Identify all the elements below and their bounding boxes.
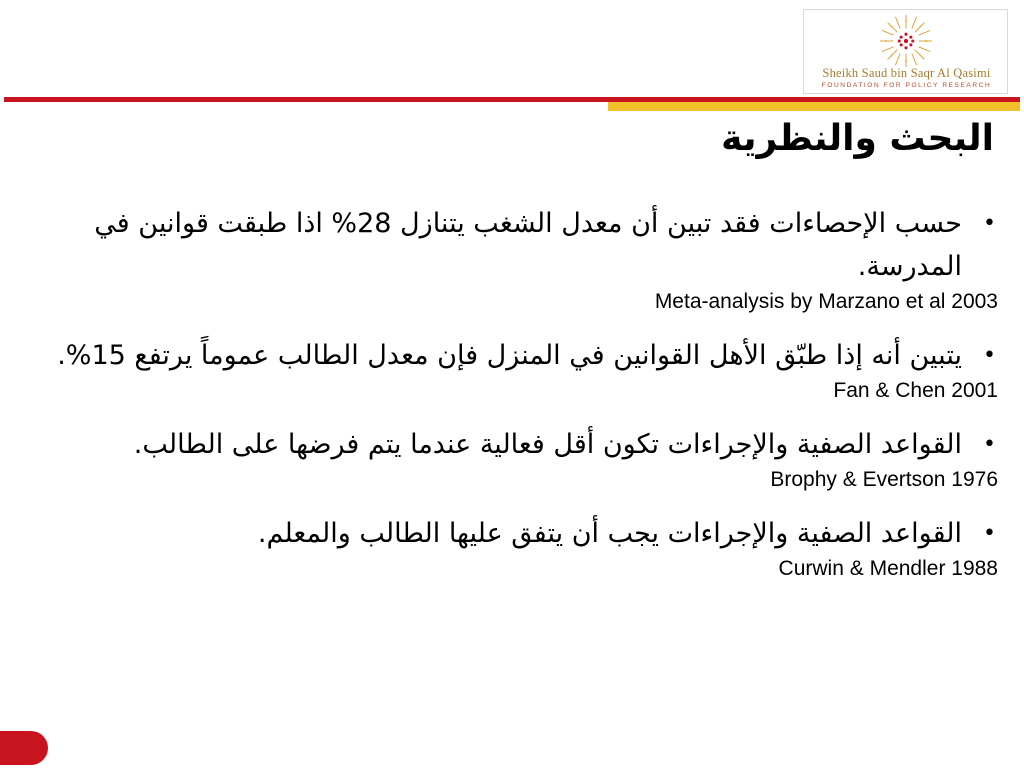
bullet-text: حسب الإحصاءات فقد تبين أن معدل الشغب يتنازل 28% اذا طبقت قوانين في المدرسة. bbox=[94, 208, 962, 282]
bullet-icon: • bbox=[983, 432, 996, 457]
corner-tab-icon bbox=[0, 731, 48, 765]
foundation-logo bbox=[803, 9, 1008, 94]
bullet-icon: • bbox=[983, 343, 996, 368]
bullet-item bbox=[38, 423, 998, 466]
bullet-icon: • bbox=[983, 521, 996, 546]
header-rule-gold bbox=[608, 102, 1020, 111]
citation: Fan & Chen 2001 bbox=[833, 379, 998, 402]
logo-name: Sheikh Saud bin Saqr Al Qasimi bbox=[822, 66, 991, 80]
sunburst-logo-icon bbox=[877, 12, 935, 70]
bullet-icon: • bbox=[983, 211, 996, 236]
citation: Brophy & Evertson 1976 bbox=[770, 468, 998, 491]
bullet-item bbox=[38, 512, 998, 555]
bullet-text: القواعد الصفية والإجراءات يجب أن يتفق عليها الطالب والمعلم. bbox=[257, 518, 962, 549]
logo-subtitle: FOUNDATION FOR POLICY RESEARCH bbox=[821, 82, 992, 89]
bullet-list bbox=[38, 202, 998, 601]
citation: Curwin & Mendler 1988 bbox=[778, 557, 998, 580]
slide-title: البحث والنظرية bbox=[721, 118, 994, 159]
bullet-item bbox=[38, 334, 998, 377]
bullet-item bbox=[38, 202, 998, 288]
citation: Meta-analysis by Marzano et al 2003 bbox=[654, 290, 998, 313]
bullet-text: القواعد الصفية والإجراءات تكون أقل فعالية عندما يتم فرضها على الطالب. bbox=[133, 429, 962, 460]
bullet-text: يتبين أنه إذا طبّق الأهل القوانين في المنزل فإن معدل الطالب عموماً يرتفع 15%. bbox=[57, 340, 962, 371]
